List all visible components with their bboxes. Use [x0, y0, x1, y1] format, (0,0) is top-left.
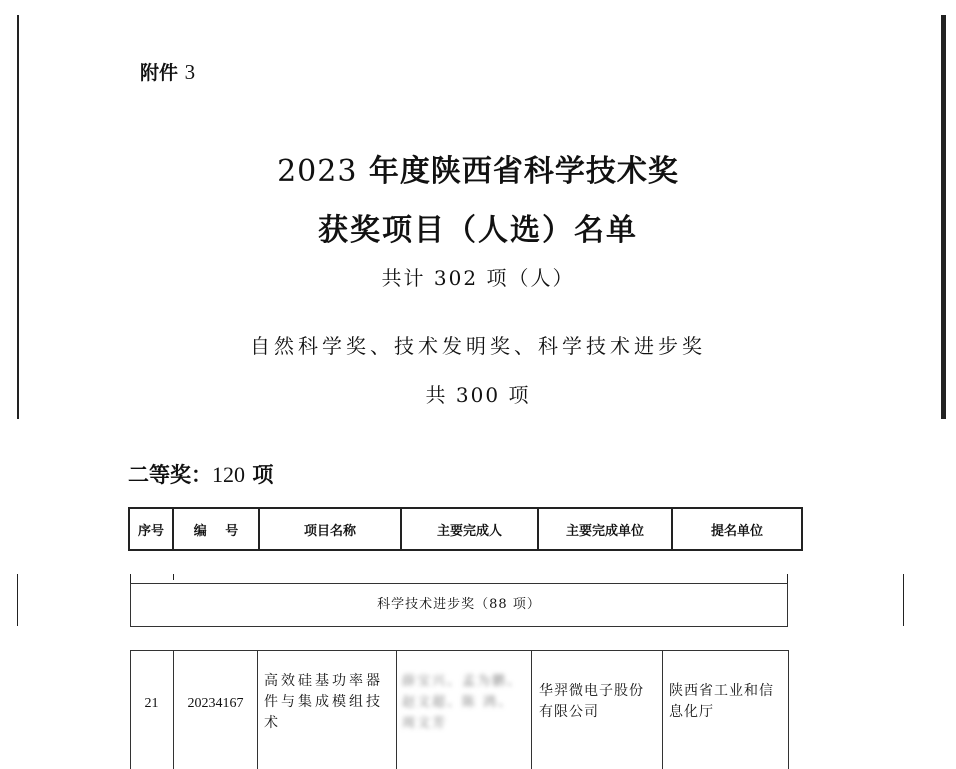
table-row — [130, 650, 789, 769]
row-unit: 华羿微电子股份有限公司 — [539, 683, 644, 720]
section-label-progress-award: 科学技术进步奖（88 项） — [130, 583, 788, 627]
category-total — [0, 379, 956, 408]
total-count — [0, 262, 956, 291]
second-prize-count: 120 — [212, 462, 245, 487]
header-index: 序号 — [129, 508, 173, 550]
header-completers: 主要完成人 — [401, 508, 538, 550]
total-number: 302 — [433, 266, 479, 290]
header-nominator: 提名单位 — [672, 508, 802, 550]
table-tick-2 — [173, 574, 174, 580]
row-project-name: 高效硅基功率器件与集成模组技术 — [264, 673, 383, 731]
award-categories: 自然科学奖、技术发明奖、科学技术进步奖 — [250, 334, 706, 358]
total-prefix: 共计 — [381, 266, 426, 290]
row-completers: 薛宝兴、孟为鹏、赵文超、陈 鸿、周文芳 — [402, 674, 523, 731]
row-col-line — [662, 651, 663, 769]
document-title-line2: 获奖项目（人选）名单 — [318, 213, 638, 248]
page-border-right-lower — [903, 574, 904, 626]
header-project-name: 项目名称 — [259, 508, 401, 550]
table-header — [128, 507, 803, 551]
attachment-label — [140, 58, 195, 85]
row-col-line — [531, 651, 532, 769]
row-index: 21 — [144, 696, 159, 711]
category-total-suffix: 项 — [508, 383, 531, 407]
attachment-text: 附件 — [140, 62, 179, 84]
row-col-line — [257, 651, 258, 769]
total-suffix: 项（人） — [486, 266, 575, 290]
second-prize-heading — [128, 459, 273, 489]
row-code: 20234167 — [187, 696, 244, 711]
row-col-line — [788, 651, 789, 769]
page-border-left-lower — [17, 574, 18, 626]
title-line1-text: 年度陕西省科学技术奖 — [368, 154, 679, 189]
row-col-line — [396, 651, 397, 769]
second-prize-label: 二等奖： — [128, 463, 212, 487]
title-year: 2023 — [277, 154, 358, 189]
row-nominator: 陕西省工业和信息化厅 — [669, 683, 774, 720]
attachment-number: 3 — [184, 60, 196, 84]
category-total-prefix: 共 — [425, 383, 448, 407]
second-prize-suffix: 项 — [252, 463, 274, 487]
document-title-line1 — [0, 146, 956, 190]
header-unit: 主要完成单位 — [538, 508, 672, 550]
header-code: 编 号 — [173, 508, 259, 550]
category-total-number: 300 — [455, 383, 501, 407]
